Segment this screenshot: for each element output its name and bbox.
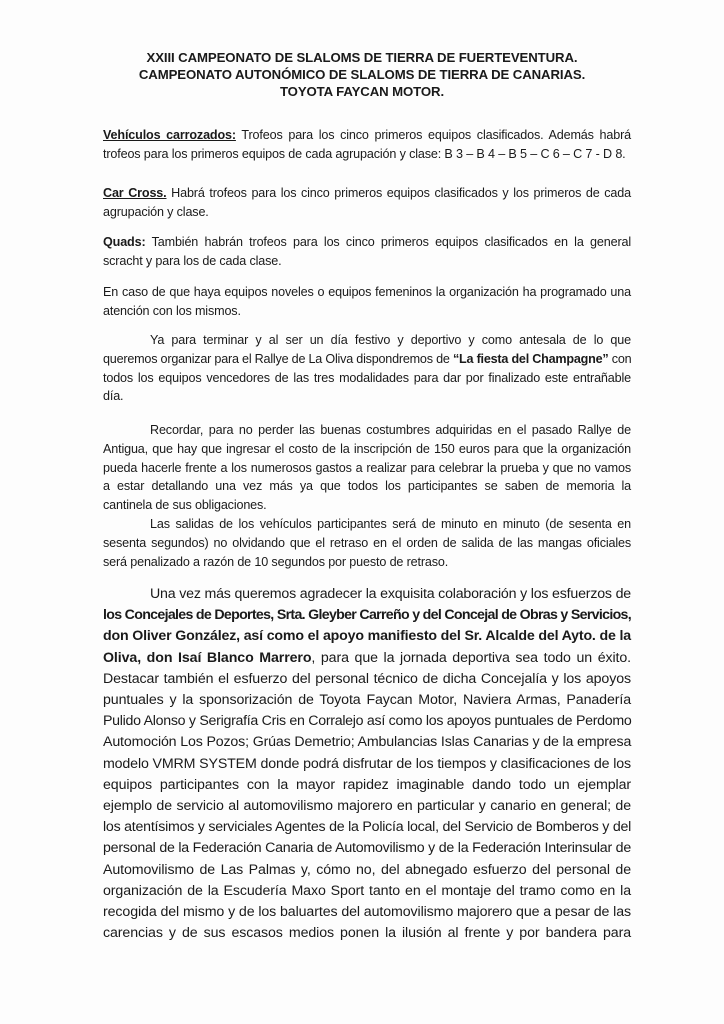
paragraph-line: trofeos para los primeros equipos de cada agrupación y clase: B 3 – B 4 – B 5 – C 6 – C 7 - D 8. [103,146,626,161]
paragraph-line: equipos participantes con la mayor rapidez imaginable dando todo un ejemplar [103,776,631,793]
paragraph-line: Destacar también el esfuerzo del personal técnico de dicha Concejalía y los apoyos [103,670,631,687]
paragraph-line: Antigua, que hay que ingresar el costo de la inscripción de 150 euros para que la organización [103,441,631,456]
paragraph-line: Pulido Alonso y Serigrafía Cris en Corralejo así como los apoyos puntuales de Perdomo [103,713,632,730]
line-text: Trofeos para los cinco primeros equipos clasificados. Además habrá [235,128,631,142]
paragraph-line: Las salidas de los vehículos participantes será de minuto en minuto (de sesenta en [150,517,631,531]
paragraph-line: todos los equipos vencedores de las tres modalidades para dar por finalizado este entrañable [103,370,631,385]
paragraph-line [103,605,631,626]
bold-line-text: don Oliver González, así como el apoyo manifiesto del Sr. Alcalde del Ayto. de la [103,628,631,645]
paragraph-line: cantinela de sus obligaciones. [103,498,267,513]
paragraph-line: agrupación y clase. [103,204,209,219]
paragraph-line: día. [103,389,124,404]
paragraph-line: organización de la Escudería Maxo Sport tanto en el montaje del tramo como en la [103,882,631,899]
paragraph-line [103,184,631,203]
paragraph-line [103,126,631,145]
line-text: También habrán trofeos para los cinco primeros equipos clasificados en la general [145,235,631,249]
line-text: , para que la jornada deportiva sea todo un éxito. [311,649,631,666]
paragraph-line: puntuales y la sponsorización de Toyota Faycan Motor, Naviera Armas, Panadería [103,692,631,709]
paragraph-line: Automoción Los Pozos; Grúas Demetrio; Ambulancias Islas Canarias y de la empresa [103,734,632,751]
paragraph-line: Recordar, para no perder las buenas costumbres adquiridas en el pasado Rallye de [150,423,631,437]
paragraph-line [103,648,631,669]
line-text: Habrá trofeos para los cinco primeros equipos clasificados y los primeros de cada [166,186,631,200]
paragraph-line: scracht y para los de cada clase. [103,253,282,268]
header-line-3: TOYOTA FAYCAN MOTOR. [279,84,445,99]
paragraph-line: carencias y de sus escasos medios ponen la ilusión al frente y por bandera para [103,925,631,942]
paragraph-line: Ya para terminar y al ser un día festivo y deportivo y como antesala de lo que [150,333,631,347]
fiesta-champagne-highlight: “La fiesta del Champagne” [452,351,609,366]
paragraph-line [103,626,631,647]
paragraph-line: ejemplo de servicio al automovilismo majorero en particular y canario en general; de [103,798,631,815]
paragraph-line: En caso de que haya equipos noveles o equipos femeninos la organización ha programado una [103,285,631,299]
paragraph-line [103,233,631,252]
line-text: queremos organizar para el Rallye de La Oliva dispondremos de [103,351,453,366]
paragraph-vehiculos [103,126,631,164]
bold-line-text: Oliva, don Isaí Blanco Marrero [103,649,312,666]
paragraph-noveles [103,283,631,321]
paragraph-salidas [103,515,631,571]
paragraph-line: recogida del mismo y de los baluartes del automovilismo majorero que a pesar de las [103,904,631,921]
document-header [0,49,724,100]
paragraph-agradecimiento [103,584,631,944]
section-label-vehiculos: Vehículos carrozados: [103,128,236,142]
paragraph-line: atención con los mismos. [103,303,241,318]
bold-line-text: los Concejales de Deportes, Srta. Gleyber Carreño y del Concejal de Obras y Servicios, [103,607,631,624]
paragraph-line: los atentísimos y serviciales Agentes de la Policía local, del Servicio de Bomberos y del [103,819,632,836]
section-label-quads: Quads: [103,235,146,249]
header-line-1: XXIII CAMPEONATO DE SLALOMS DE TIERRA DE FUERTEVENTURA. [146,50,578,65]
paragraph-line [103,350,631,369]
paragraph-line: a estar detallando una vez más ya que todos los participantes se saben de memoria la [103,479,631,494]
paragraph-recordar [103,421,631,515]
paragraph-line: personal de la Federación Canaria de Automovilismo y de la Federación Interinsular de [103,840,631,857]
section-label-carcross: Car Cross. [103,186,167,200]
paragraph-quads [103,233,631,271]
paragraph-line: Una vez más queremos agradecer la exquisita colaboración y los esfuerzos de [150,586,631,602]
line-text: con [608,351,632,366]
paragraph-carcross [103,184,631,222]
paragraph-line: pueda hacerle frente a los numerosos gastos a realizar para celebrar la prueba y que no vamos [103,460,631,475]
header-line-2: CAMPEONATO AUTONÓMICO DE SLALOMS DE TIERRA DE CANARIAS. [138,67,586,82]
paragraph-line: modelo VMRM SYSTEM donde podrá disfrutar de los tiempos y clasificaciones de los [103,755,631,772]
paragraph-line: Automovilismo de Las Palmas y, cómo no, del abnegado esfuerzo del personal de [103,861,631,878]
paragraph-fiesta [103,331,631,406]
paragraph-line: sesenta segundos) no olvidando que el retraso en el orden de salida de las mangas oficiales [103,535,631,550]
paragraph-line: será penalizado a razón de 10 segundos por puesto de retraso. [103,554,449,569]
